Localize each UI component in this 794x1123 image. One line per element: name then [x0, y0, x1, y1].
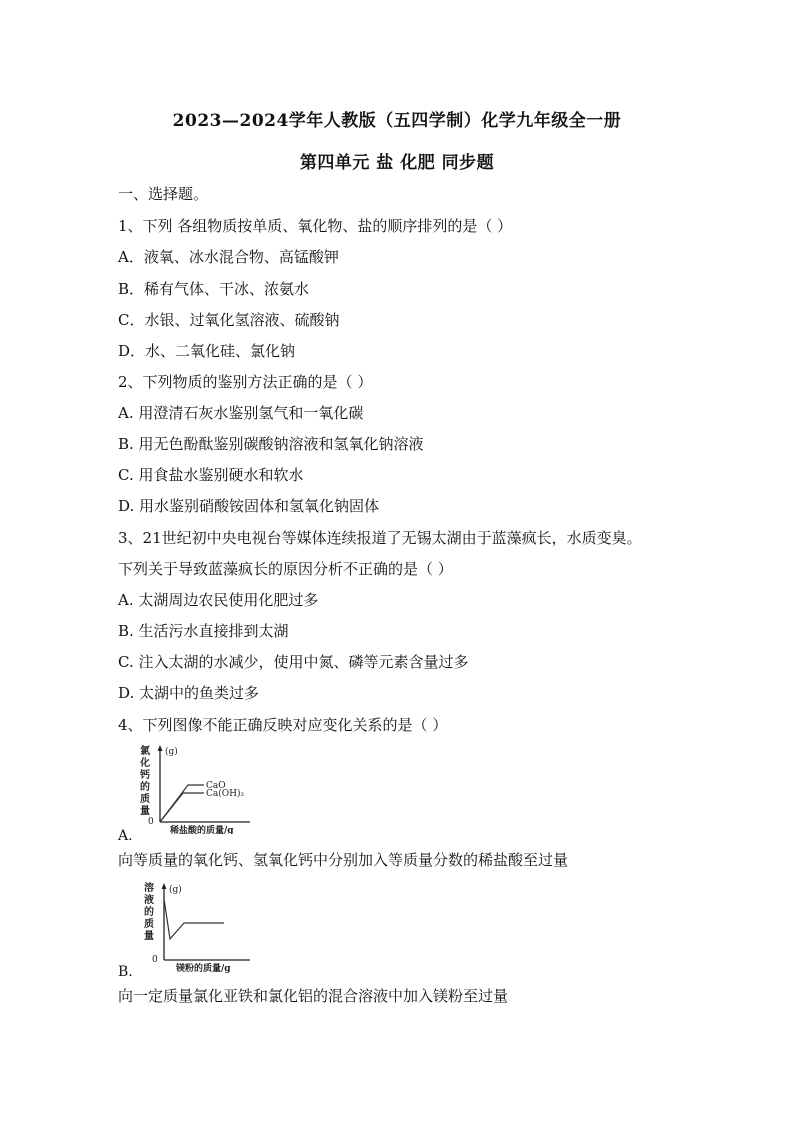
- graph-a-xlabel: 稀盐酸的质量/g: [170, 826, 234, 834]
- graph-b-ylabel-char: 质: [144, 919, 154, 930]
- q1-option-a: A．液氧、冰水混合物、高锰酸钾: [118, 248, 339, 266]
- graph-a-ylabel-char: 量: [140, 806, 150, 817]
- q3-option-b: B. 生活污水直接排到太湖: [118, 622, 289, 640]
- q1-option-b: B．稀有气体、干冰、浓氨水: [118, 280, 310, 298]
- graph-a-letter: A.: [118, 828, 133, 844]
- graph-b-ylabel-char: 液: [144, 895, 154, 906]
- q1-stem: 1、下列 各组物质按单质、氧化物、盐的顺序排列的是（ ）: [118, 217, 513, 235]
- q2-stem: 2、下列物质的鉴别方法正确的是（ ）: [118, 373, 373, 391]
- graph-a-description: 向等质量的氧化钙、氢氧化钙中分别加入等质量分数的稀盐酸至过量: [118, 851, 569, 869]
- graph-a: [132, 742, 262, 838]
- graph-a-ylabel-char: 质: [140, 794, 150, 805]
- graph-b: [132, 880, 262, 980]
- graph-a-legend-caoh2: Ca(OH)₂: [206, 789, 245, 799]
- q4-stem: 4、下列图像不能正确反映对应变化关系的是（ ）: [118, 716, 448, 734]
- q2-option-c: C. 用食盐水鉴别硬水和软水: [118, 466, 304, 484]
- graph-b-ylabel-char: 的: [144, 907, 154, 918]
- q3-option-d: D. 太湖中的鱼类过多: [118, 684, 260, 702]
- graph-a-ylabel-char: 的: [140, 782, 150, 793]
- graph-b-xlabel: 镁粉的质量/g: [176, 964, 231, 974]
- graph-a-origin: 0: [148, 817, 154, 827]
- graph-b-ylabel-char: 量: [144, 931, 154, 942]
- graph-a-ylabel: [139, 744, 150, 817]
- graph-a-curve-caoh2: [160, 793, 204, 822]
- document-title: 2023—2024学年人教版（五四学制）化学九年级全一册: [172, 111, 622, 131]
- q1-option-d: D．水、二氧化硅、氯化钠: [118, 342, 296, 360]
- q3-option-a: A. 太湖周边农民使用化肥过多: [118, 591, 319, 609]
- graph-b-origin: 0: [152, 955, 158, 965]
- q1-option-c: C．水银、过氧化氢溶液、硫酸钠: [118, 311, 340, 329]
- graph-b-description: 向一定质量氯化亚铁和氯化铝的混合溶液中加入镁粉至过量: [118, 987, 509, 1005]
- graph-a-unit: (g): [165, 747, 178, 757]
- graph-a-ylabel-char: 钙: [140, 770, 150, 781]
- q2-option-d: D. 用水鉴别硝酸铵固体和氢氧化钠固体: [118, 497, 380, 515]
- graph-a-curve-cao: [160, 785, 204, 822]
- graph-b-ylabel: [144, 881, 154, 942]
- q3-stem-line2: 下列关于导致蓝藻疯长的原因分析不正确的是（ ）: [118, 560, 453, 578]
- document-subtitle: 第四单元 盐 化肥 同步题: [299, 153, 495, 173]
- graph-a-ylabel-char: 化: [140, 758, 150, 769]
- q3-stem-line1: 3、21世纪初中央电视台等媒体连续报道了无锡太湖由于蓝藻疯长，水质变臭。: [118, 529, 642, 547]
- q2-option-b: B. 用无色酚酞鉴别碳酸钠溶液和氢氧化钠溶液: [118, 435, 424, 453]
- q3-option-c: C. 注入太湖的水减少，使用中氮、磷等元素含量过多: [118, 653, 469, 671]
- section-heading: 一、选择题。: [118, 185, 209, 203]
- q2-option-a: A. 用澄清石灰水鉴别氢气和一氧化碳: [118, 404, 364, 422]
- graph-b-y-arrow: [162, 883, 167, 889]
- graph-b-ylabel-char: 溶: [144, 883, 154, 894]
- graph-a-y-arrow: [158, 745, 163, 751]
- graph-a-ylabel-char: 氯: [140, 746, 150, 757]
- graph-b-unit: (g): [169, 885, 182, 895]
- graph-a-legend-cao: CaO: [206, 781, 226, 791]
- graph-b-letter: B.: [118, 964, 133, 980]
- graph-b-curve: [164, 899, 224, 939]
